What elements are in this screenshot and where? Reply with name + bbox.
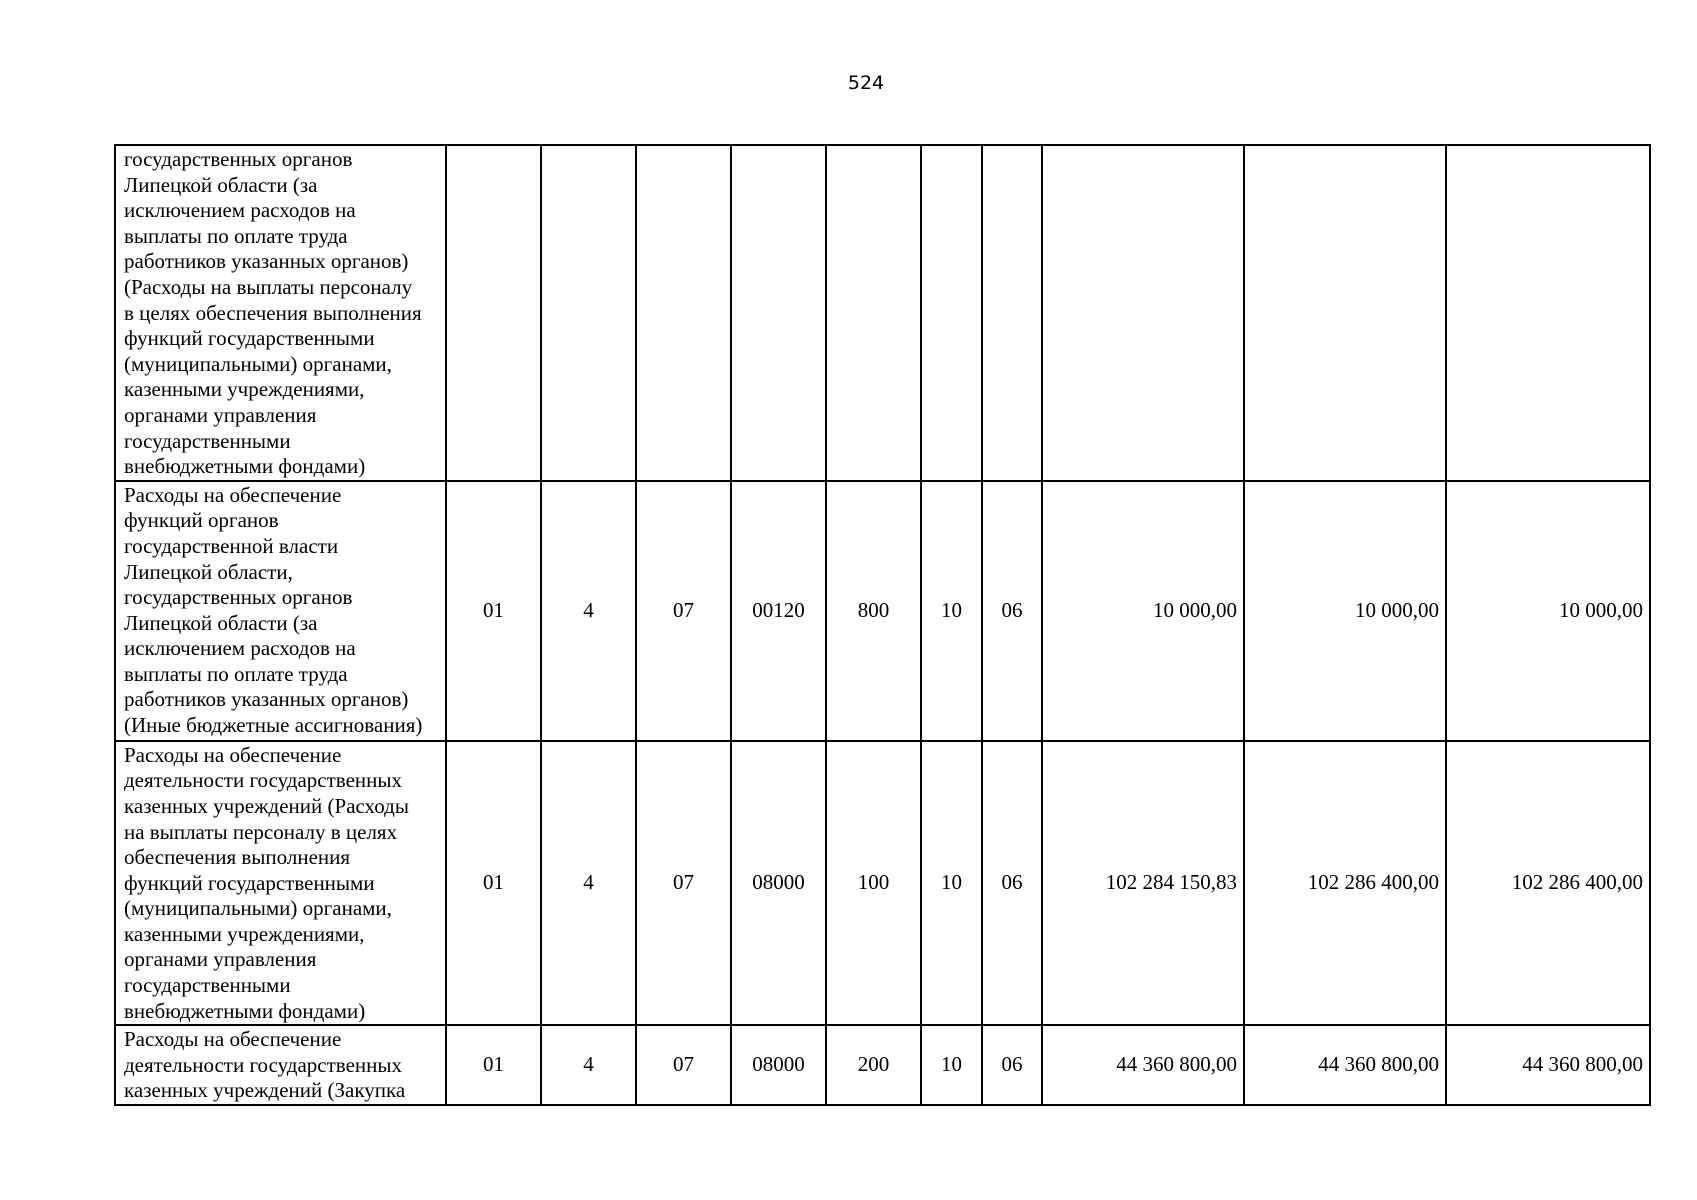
- code-cell: [921, 145, 982, 481]
- table-row: [115, 145, 1650, 481]
- code-cell: 10: [921, 741, 982, 1026]
- amount-cell: 102 284 150,83: [1042, 741, 1244, 1026]
- code-cell: [731, 145, 826, 481]
- code-cell: 07: [636, 481, 731, 741]
- amount-cell: 44 360 800,00: [1446, 1025, 1650, 1105]
- amount-cell: 44 360 800,00: [1042, 1025, 1244, 1105]
- code-cell: 06: [982, 481, 1042, 741]
- code-cell: 00120: [731, 481, 826, 741]
- amount-cell: 102 286 400,00: [1446, 741, 1650, 1026]
- code-cell: [541, 145, 636, 481]
- amount-cell: 10 000,00: [1244, 481, 1446, 741]
- amount-cell: 44 360 800,00: [1244, 1025, 1446, 1105]
- amount-cell: [1042, 145, 1244, 481]
- code-cell: 06: [982, 741, 1042, 1026]
- code-cell: 08000: [731, 741, 826, 1026]
- code-cell: [446, 145, 541, 481]
- code-cell: [982, 145, 1042, 481]
- code-cell: 08000: [731, 1025, 826, 1105]
- code-cell: 10: [921, 481, 982, 741]
- budget-table: [114, 144, 1651, 1106]
- code-cell: 100: [826, 741, 921, 1026]
- amount-cell: [1244, 145, 1446, 481]
- code-cell: [826, 145, 921, 481]
- code-cell: 07: [636, 741, 731, 1026]
- code-cell: 4: [541, 481, 636, 741]
- row-description: Расходы на обеспечение функций органов государственной власти Липецкой области, государственных органов Липецкой области (за исключением расходов на выплаты по оплате труда работников указанных органов) (Иные бюджетные ассигнования): [115, 481, 446, 741]
- code-cell: 10: [921, 1025, 982, 1105]
- amount-cell: 10 000,00: [1042, 481, 1244, 741]
- code-cell: 200: [826, 1025, 921, 1105]
- code-cell: 06: [982, 1025, 1042, 1105]
- amount-cell: [1446, 145, 1650, 481]
- code-cell: 4: [541, 1025, 636, 1105]
- table-row: [115, 741, 1650, 1026]
- amount-cell: 102 286 400,00: [1244, 741, 1446, 1026]
- code-cell: 800: [826, 481, 921, 741]
- page-number: 524: [847, 72, 885, 94]
- table-row: [115, 1025, 1650, 1105]
- row-description: Расходы на обеспечение деятельности государственных казенных учреждений (Расходы на выплаты персоналу в целях обеспечения выполнения функций государственными (муниципальными) органами, казенными учреждениями, органами управления государственными внебюджетными фондами): [115, 741, 446, 1026]
- table-row: [115, 481, 1650, 741]
- code-cell: [636, 145, 731, 481]
- row-description: государственных органов Липецкой области (за исключением расходов на выплаты по оплате труда работников указанных органов) (Расходы на выплаты персоналу в целях обеспечения выполнения функций государственными (муниципальными) органами, казенными учреждениями, органами управления государственными внебюджетными фондами): [115, 145, 446, 481]
- code-cell: 07: [636, 1025, 731, 1105]
- amount-cell: 10 000,00: [1446, 481, 1650, 741]
- code-cell: 4: [541, 741, 636, 1026]
- code-cell: 01: [446, 1025, 541, 1105]
- code-cell: 01: [446, 741, 541, 1026]
- row-description: Расходы на обеспечение деятельности государственных казенных учреждений (Закупка: [115, 1025, 446, 1105]
- code-cell: 01: [446, 481, 541, 741]
